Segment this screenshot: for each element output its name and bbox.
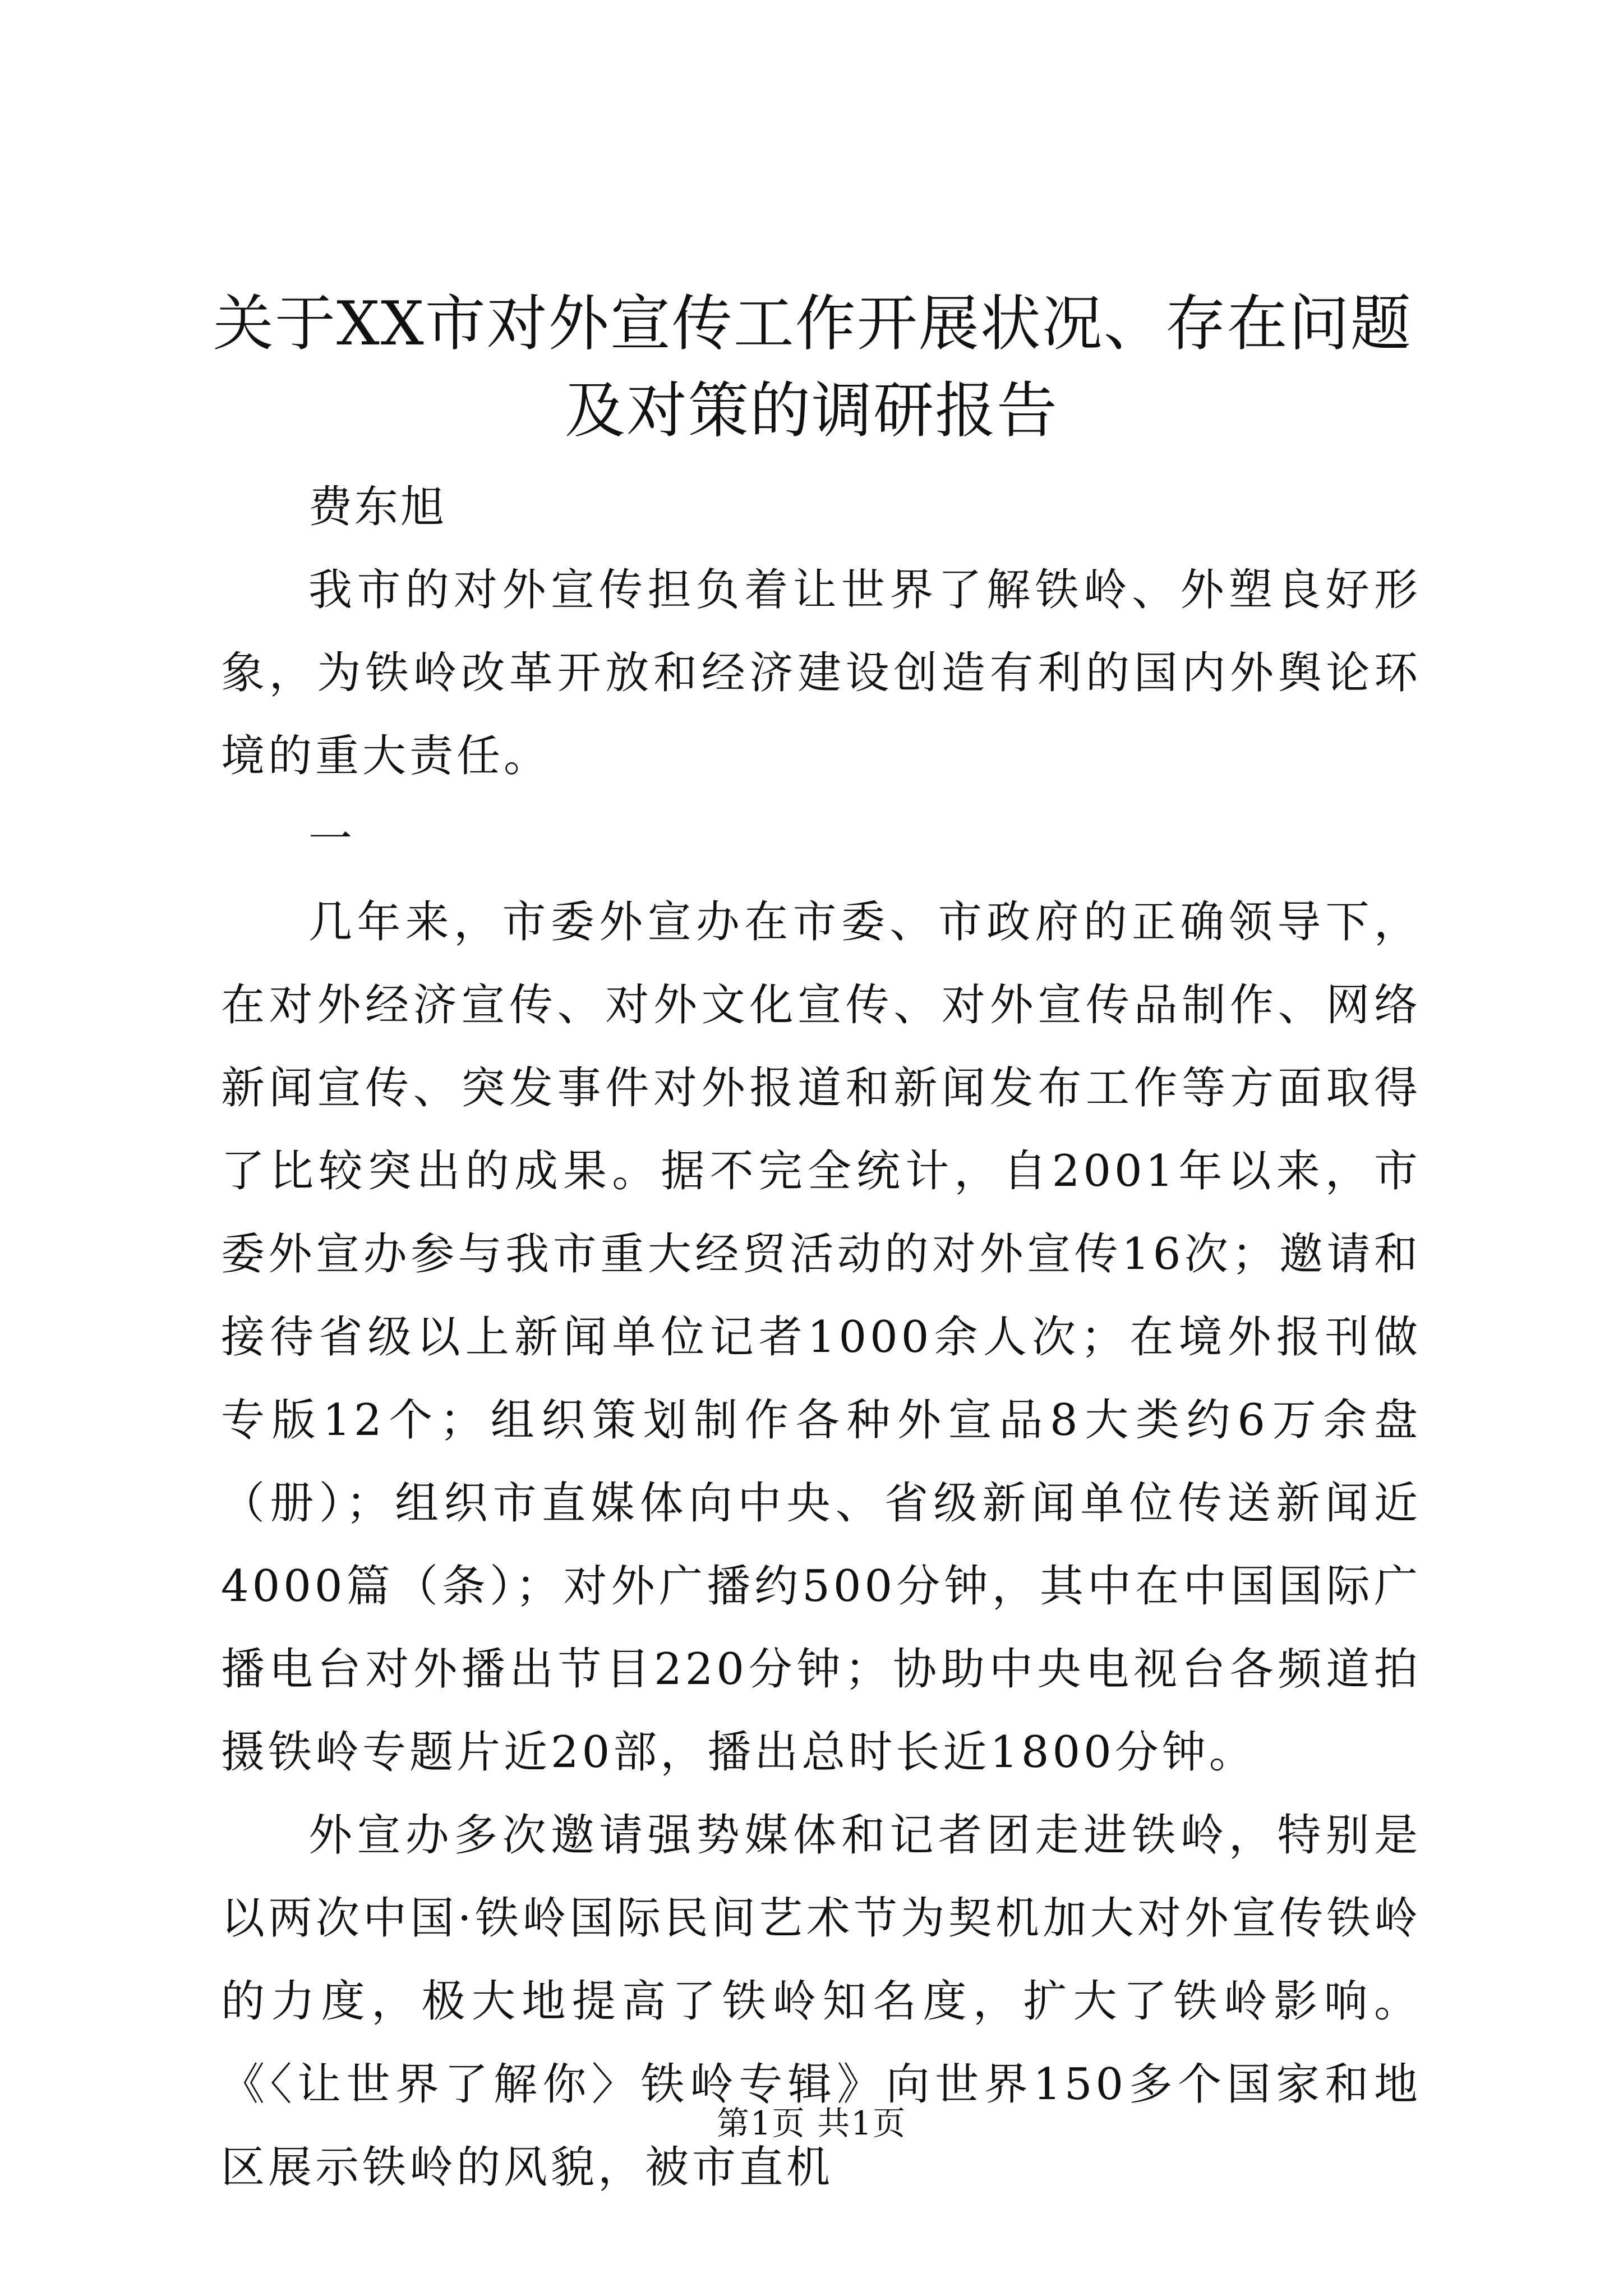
paragraph-intro: 我市的对外宣传担负着让世界了解铁岭、外塑良好形象，为铁岭改革开放和经济建设创造有利的国内外舆论环境的重大责任。 <box>221 565 1421 781</box>
author-name: 费东旭 <box>308 482 447 532</box>
title-line-1: 关于XX市对外宣传工作开展状况、存在问题 <box>213 289 1412 359</box>
document-title <box>213 280 1410 454</box>
paragraph-media-invitations: 外宣办多次邀请强势媒体和记者团走进铁岭，特别是以两次中国·铁岭国际民间艺术节为契机加大对外宣传铁岭的力度，极大地提高了铁岭知名度，扩大了铁岭影响。《〈让世界了解你〉铁岭专辑》向世界150多个国家和地区展示铁岭的风貌，被市直机 <box>221 1810 1421 2193</box>
section-number: 一 <box>308 814 356 864</box>
page-footer: 第1页 共1页 <box>716 2104 907 2142</box>
paragraph-achievements: 几年来，市委外宣办在市委、市政府的正确领导下，在对外经济宣传、对外文化宣传、对外宣传品制作、网络新闻宣传、突发事件对外报道和新闻发布工作等方面取得了比较突出的成果。据不完全统计，自2001年以来，市委外宣办参与我市重大经贸活动的对外宣传16次；邀请和接待省级以上新闻单位记者1000余人次；在境外报刊做专版12个；组织策划制作各种外宣品8大类约6万余盘（册）；组织市直媒体向中央、省级新闻单位传送新闻近4000篇（条）；对外广播约500分钟，其中在中国国际广播电台对外播出节目220分钟；协助中央电视台各频道拍摄铁岭专题片近20部，播出总时长近1800分钟。 <box>221 897 1421 1778</box>
document-body <box>221 466 1421 2209</box>
title-line-2: 及对策的调研报告 <box>564 376 1058 446</box>
